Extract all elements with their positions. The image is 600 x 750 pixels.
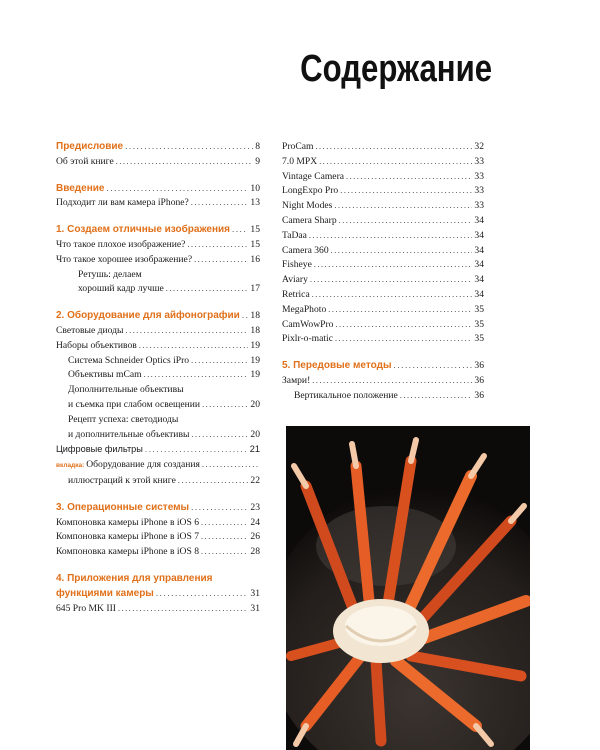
toc-entry bbox=[56, 383, 260, 398]
toc-section-heading bbox=[56, 223, 260, 238]
toc-leader-dots bbox=[328, 303, 472, 318]
toc-right-column bbox=[282, 140, 484, 404]
toc-page-number: 36 bbox=[474, 360, 484, 372]
toc-entry-title: ProCam bbox=[282, 141, 314, 152]
toc-entry bbox=[282, 332, 484, 347]
toc-entry bbox=[282, 374, 484, 389]
toc-entry bbox=[282, 170, 484, 185]
toc-entry bbox=[56, 196, 260, 211]
toc-page-number: 33 bbox=[474, 185, 484, 197]
toc-entry-title: Рецепт успеха: светодиоды bbox=[68, 413, 179, 425]
toc-entry bbox=[56, 155, 260, 170]
toc-gap bbox=[56, 489, 260, 501]
toc-entry-title: Camera 360 bbox=[282, 244, 329, 256]
toc-entry-title: Предисловие bbox=[56, 141, 124, 152]
toc-entry bbox=[56, 458, 260, 474]
toc-entry-title: Ретушь: делаем bbox=[78, 268, 142, 280]
toc-leader-dots bbox=[191, 354, 248, 369]
toc-entry bbox=[282, 258, 484, 273]
toc-leader-dots bbox=[201, 516, 248, 531]
toc-entry-title: 645 Pro MK III bbox=[56, 602, 116, 614]
toc-entry-title: 5. Передовые методы bbox=[282, 360, 392, 372]
toc-page-number: 19 bbox=[250, 369, 260, 381]
toc-section-heading bbox=[56, 140, 260, 155]
toc-entry-title: 7.0 MPX bbox=[282, 155, 318, 167]
toc-page-number: 34 bbox=[474, 259, 484, 271]
toc-page-number: 20 bbox=[250, 428, 260, 440]
toc-page-number: 33 bbox=[474, 170, 484, 182]
toc-page-number: 34 bbox=[474, 229, 484, 241]
toc-entry-title: Camera Sharp bbox=[282, 214, 337, 226]
toc-page-number: 19 bbox=[250, 354, 260, 366]
toc-entry bbox=[56, 545, 260, 560]
toc-entry-title: Объективы mCam bbox=[68, 369, 142, 381]
toc-entry bbox=[56, 413, 260, 428]
toc-page-number: 18 bbox=[250, 324, 260, 336]
toc-leader-dots bbox=[118, 602, 248, 617]
toc-entry bbox=[282, 199, 484, 214]
toc-leader-dots bbox=[144, 368, 249, 383]
toc-entry-title: Об этой книге bbox=[56, 155, 114, 167]
toc-entry bbox=[56, 442, 260, 458]
toc-entry bbox=[282, 244, 484, 259]
toc-gap bbox=[56, 297, 260, 309]
toc-section-heading bbox=[56, 587, 260, 602]
toc-leader-dots bbox=[191, 501, 248, 516]
toc-section-heading bbox=[282, 359, 484, 374]
toc-page-number: 34 bbox=[474, 244, 484, 256]
toc-entry bbox=[282, 389, 484, 404]
toc-entry-title: Компоновка камеры iPhone в iOS 7 bbox=[56, 531, 200, 543]
toc-entry-title: 1. Создаем отличные изображения bbox=[56, 224, 231, 236]
toc-page-number: 20 bbox=[250, 398, 260, 410]
toc-entry-title: Retrica bbox=[282, 288, 310, 300]
toc-entry bbox=[56, 516, 260, 531]
toc-entry bbox=[282, 318, 484, 333]
toc-entry bbox=[56, 428, 260, 443]
toc-leader-dots bbox=[335, 332, 472, 347]
toc-leader-dots bbox=[202, 398, 248, 413]
page-title: Содержание bbox=[300, 48, 492, 90]
toc-leader-dots bbox=[232, 223, 248, 238]
toc-entry bbox=[282, 140, 484, 155]
toc-page-number: 28 bbox=[250, 546, 260, 558]
toc-entry-title: Что такое хорошее изображение? bbox=[56, 253, 193, 265]
toc-entry bbox=[56, 268, 260, 283]
toc-page-number: 21 bbox=[249, 444, 260, 455]
crab-legs-photo bbox=[286, 426, 530, 750]
toc-page-number: 18 bbox=[250, 310, 260, 322]
toc-leader-dots bbox=[393, 359, 472, 374]
toc-page-number: 17 bbox=[250, 283, 260, 295]
toc-entry-title: Дополнительные объективы bbox=[68, 384, 184, 396]
toc-leader-dots bbox=[242, 309, 249, 324]
toc-page-number: 9 bbox=[255, 155, 260, 167]
toc-leader-dots bbox=[331, 244, 473, 259]
toc-page-number: 26 bbox=[250, 531, 260, 543]
toc-page-number: 23 bbox=[250, 501, 260, 513]
toc-section-heading bbox=[56, 572, 260, 587]
toc-entry bbox=[282, 303, 484, 318]
toc-page-number: 33 bbox=[474, 200, 484, 212]
toc-leader-dots bbox=[178, 474, 249, 489]
toc-entry-title: Night Modes bbox=[282, 200, 333, 212]
toc-entry bbox=[282, 184, 484, 199]
toc-leader-dots bbox=[106, 182, 248, 197]
toc-leader-dots bbox=[312, 288, 473, 303]
toc-leader-dots bbox=[116, 155, 253, 170]
toc-entry-title: 4. Приложения для управления bbox=[56, 572, 213, 584]
toc-leader-dots bbox=[202, 458, 258, 473]
toc-entry bbox=[282, 155, 484, 170]
toc-page-number: 34 bbox=[474, 288, 484, 300]
toc-leader-dots bbox=[309, 229, 473, 244]
toc-entry-title bbox=[56, 458, 200, 474]
toc-page-number: 10 bbox=[250, 182, 260, 194]
toc-leader-dots bbox=[194, 253, 248, 268]
toc-entry-title: Компоновка камеры iPhone в iOS 8 bbox=[56, 546, 200, 558]
toc-leader-dots bbox=[139, 339, 249, 354]
toc-entry-title: Pixlr-o-matic bbox=[282, 333, 333, 345]
toc-page-number: 8 bbox=[255, 141, 260, 152]
toc-section-heading bbox=[56, 309, 260, 324]
toc-entry bbox=[56, 339, 260, 354]
toc-page-number: 31 bbox=[250, 602, 260, 614]
toc-section-heading bbox=[56, 182, 260, 197]
toc-entry-title: TaDaa bbox=[282, 229, 307, 241]
toc-entry-title: и дополнительные объективы bbox=[68, 428, 190, 440]
toc-entry bbox=[282, 273, 484, 288]
toc-page-number: 36 bbox=[474, 389, 484, 401]
toc-leader-dots bbox=[314, 258, 473, 273]
toc-entry bbox=[282, 229, 484, 244]
toc-leader-dots bbox=[319, 155, 472, 170]
toc-entry-title: и съемка при слабом освещении bbox=[68, 398, 201, 410]
toc-page-number: 34 bbox=[474, 274, 484, 286]
toc-page-number: 33 bbox=[474, 155, 484, 167]
toc-leader-dots bbox=[166, 282, 249, 297]
toc-entry bbox=[56, 602, 260, 617]
toc-leader-dots bbox=[335, 318, 472, 333]
toc-entry-title: Система Schneider Optics iPro bbox=[68, 354, 190, 366]
toc-page-number: 36 bbox=[474, 374, 484, 386]
toc-entry-title: Vintage Camera bbox=[282, 170, 345, 182]
toc-page-number: 32 bbox=[474, 141, 484, 152]
toc-leader-dots bbox=[400, 389, 473, 404]
toc-entry bbox=[56, 253, 260, 268]
toc-entry-title: 2. Оборудование для айфонографии bbox=[56, 310, 240, 322]
toc-leader-dots bbox=[201, 545, 248, 560]
toc-gap bbox=[56, 560, 260, 572]
toc-entry-title: Что такое плохое изображение? bbox=[56, 238, 186, 250]
toc-page-number: 13 bbox=[250, 197, 260, 209]
toc-page-number: 15 bbox=[250, 238, 260, 250]
toc-leader-dots bbox=[334, 199, 472, 214]
toc-leader-dots bbox=[312, 374, 472, 389]
toc-entry-title: хороший кадр лучше bbox=[78, 283, 164, 295]
toc-page-number: 19 bbox=[250, 339, 260, 351]
toc-entry-title: CamWowPro bbox=[282, 318, 334, 330]
toc-leader-dots bbox=[201, 530, 248, 545]
toc-entry-title: Световые диоды bbox=[56, 324, 124, 336]
crab-legs-illustration bbox=[286, 426, 530, 750]
toc-left-column bbox=[56, 140, 260, 616]
toc-leader-dots bbox=[340, 184, 472, 199]
toc-entry bbox=[282, 288, 484, 303]
toc-entry-title: Цифровые фильтры bbox=[56, 444, 143, 455]
toc-page-number: 31 bbox=[250, 587, 260, 599]
toc-entry-title: Aviary bbox=[282, 274, 308, 286]
toc-leader-dots bbox=[191, 428, 248, 443]
toc-entry-title: Замри! bbox=[282, 374, 311, 386]
toc-page-number: 35 bbox=[474, 318, 484, 330]
toc-page-number: 16 bbox=[250, 253, 260, 265]
toc-entry-title: 3. Операционные системы bbox=[56, 501, 190, 513]
toc-leader-dots bbox=[126, 324, 249, 339]
toc-leader-dots bbox=[339, 214, 473, 229]
toc-entry bbox=[282, 214, 484, 229]
toc-entry-title: иллюстраций к этой книге bbox=[68, 474, 176, 486]
toc-entry bbox=[56, 530, 260, 545]
toc-entry-title: LongExpo Pro bbox=[282, 185, 339, 197]
toc-page-number: 15 bbox=[250, 224, 260, 236]
toc-entry bbox=[56, 474, 260, 489]
toc-page-number: 35 bbox=[474, 333, 484, 345]
toc-entry-title: Подходит ли вам камера iPhone? bbox=[56, 197, 189, 209]
toc-entry-title: Fisheye bbox=[282, 259, 312, 271]
toc-entry bbox=[56, 398, 260, 413]
toc-page-number: 22 bbox=[250, 474, 260, 486]
toc-leader-dots bbox=[145, 443, 248, 458]
toc-entry-title: Вертикальное положение bbox=[294, 389, 398, 401]
toc-entry-title: Введение bbox=[56, 182, 105, 194]
toc-leader-dots bbox=[315, 140, 472, 155]
toc-gap bbox=[56, 211, 260, 223]
toc-page-number: 24 bbox=[250, 516, 260, 528]
toc-section-heading bbox=[56, 501, 260, 516]
toc-entry-title: MegaPhoto bbox=[282, 303, 327, 315]
toc-leader-dots bbox=[346, 170, 472, 185]
toc-entry-title: функциями камеры bbox=[56, 587, 154, 599]
toc-page-number: 34 bbox=[474, 214, 484, 226]
toc-leader-dots bbox=[310, 273, 472, 288]
toc-entry-title: Компоновка камеры iPhone в iOS 6 bbox=[56, 516, 200, 528]
toc-leader-dots bbox=[191, 196, 249, 211]
toc-entry-title: Наборы объективов bbox=[56, 339, 137, 351]
toc-entry bbox=[56, 354, 260, 369]
toc-gap bbox=[56, 170, 260, 182]
toc-page-number: 35 bbox=[474, 303, 484, 315]
toc-entry-text: Оборудование для создания bbox=[86, 459, 200, 471]
toc-leader-dots bbox=[187, 238, 248, 253]
toc-entry bbox=[56, 368, 260, 383]
toc-entry bbox=[56, 282, 260, 297]
toc-entry-prefix: вкладка: bbox=[56, 462, 85, 470]
toc-leader-dots bbox=[156, 587, 249, 602]
toc-entry bbox=[56, 238, 260, 253]
toc-leader-dots bbox=[125, 140, 253, 155]
toc-entry bbox=[56, 324, 260, 339]
toc-gap bbox=[282, 347, 484, 359]
